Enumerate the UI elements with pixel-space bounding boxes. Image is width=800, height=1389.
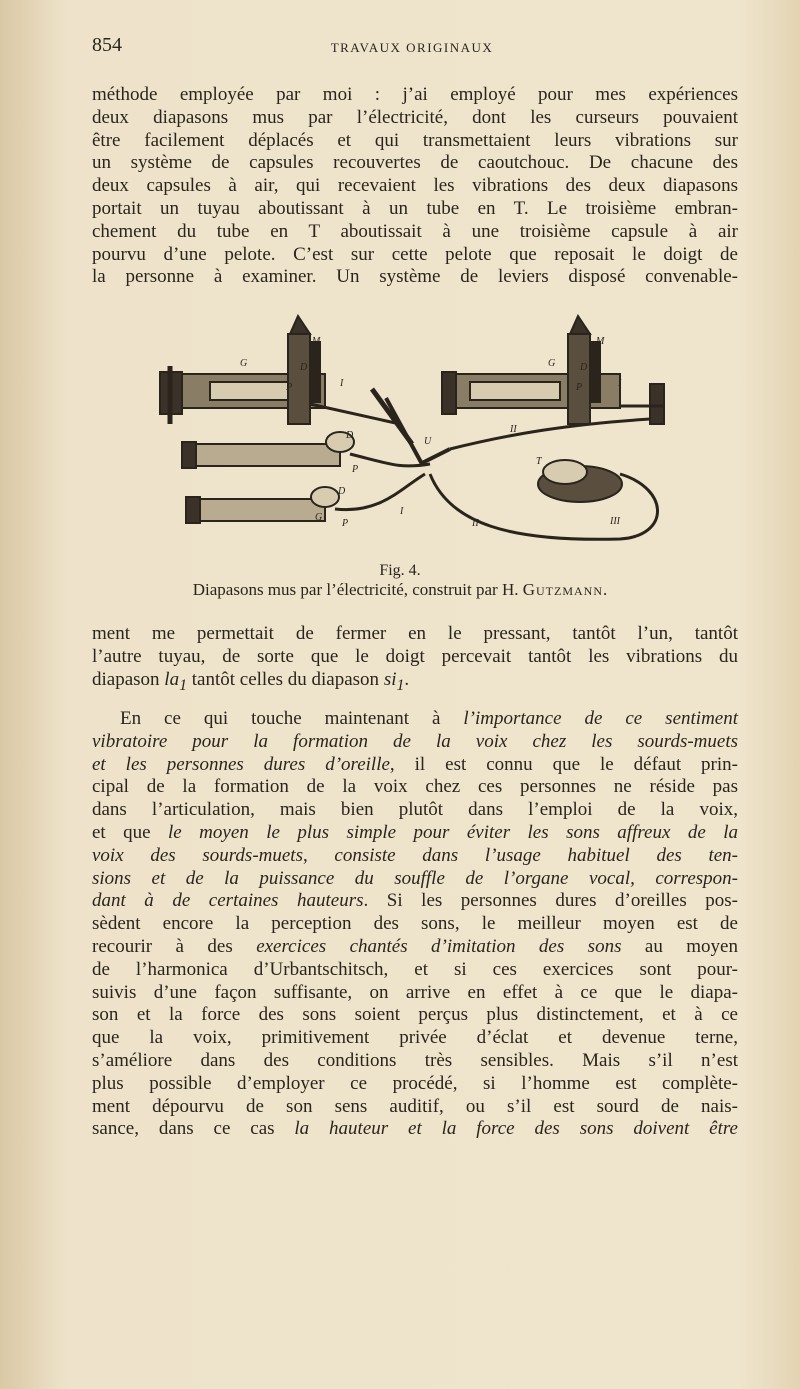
text-line: de l’harmonica d’Urbantschitsch, et si ces exercices sont pour- — [92, 958, 738, 980]
text-run: , — [302, 844, 335, 866]
text-line: plus possible d’employer ce procédé, si l’homme est complète- — [92, 1072, 738, 1094]
figure-label: I — [618, 378, 622, 389]
italic-run: consiste dans l’usage habituel des ten- — [334, 844, 738, 866]
text-line — [92, 936, 738, 959]
text-line: ment dépourvu de son sens auditif, ou s’il est sourd de nais- — [92, 1095, 738, 1117]
figure-label: D — [338, 486, 346, 497]
text-line — [92, 868, 738, 891]
text-line — [92, 754, 738, 777]
page-number: 854 — [92, 34, 122, 56]
note-name: si — [383, 668, 397, 690]
text-line: pourvu d’une pelote. C’est sur cette pelote que reposait le doigt de — [92, 243, 738, 265]
text-line: cipal de la formation de la voix chez ces personnes ne réside pas — [92, 776, 738, 798]
figure-label: D — [300, 362, 308, 373]
figure-label: I — [400, 506, 404, 517]
text-run: , il est connu que le défaut prin- — [389, 753, 738, 775]
text-line — [92, 890, 738, 913]
figure-label: D — [580, 362, 588, 373]
text-line: dans l’articulation, mais bien plutôt dans l’emploi de la voix, — [92, 799, 738, 821]
italic-run: le moyen le plus simple pour éviter les sons affreux de la — [168, 821, 738, 843]
text-line: s’améliore dans des conditions très sensibles. Mais s’il n’est — [92, 1049, 738, 1071]
text-run: . — [404, 668, 410, 690]
text-line: portait un tuyau aboutissant à un tube en T. Le troisième embran- — [92, 197, 738, 219]
italic-run: vibratoire pour la formation de la voix chez les sourds-muets — [92, 730, 738, 752]
paragraph-2 — [92, 623, 738, 697]
italic-run: sions et de la puissance du souffle de l’organe vocal, correspon- — [92, 867, 738, 889]
page-gutter-shade — [0, 0, 70, 1389]
figure-label: U — [424, 436, 432, 447]
figure-label: II — [510, 424, 517, 435]
figure-caption — [0, 580, 800, 600]
text-line: suivis d’une façon suffisante, on arrive en effet à ce que le diapa- — [92, 981, 738, 1003]
paragraph-3 — [92, 708, 738, 1141]
italic-run: la hauteur et la force des sons doivent être — [294, 1118, 738, 1140]
running-head: TRAVAUX ORIGINAUX — [330, 40, 494, 55]
note-name: la — [164, 668, 180, 690]
text-line: son et la force des sons soient perçus plus distinctement, et à ce — [92, 1004, 738, 1026]
figure-label: M — [596, 336, 605, 347]
italic-run: dant à de certaines hauteurs — [92, 890, 364, 912]
italic-run: exercices chantés d’imitation des sons — [256, 935, 622, 957]
paragraph-1 — [92, 84, 738, 289]
caption-end: . — [603, 580, 608, 599]
text-run: diapason — [92, 668, 165, 690]
text-line: chement du tube en T aboutissait à une troisième capsule à air — [92, 220, 738, 242]
text-line: l’autre tuyau, de sorte que le doigt percevait tantôt les vibrations du — [92, 645, 738, 667]
caption-text: Diapasons mus par l’électricité, construit par H. — [192, 580, 523, 599]
figure-label: M — [312, 336, 321, 347]
text-line — [92, 708, 738, 731]
text-line: méthode employée par moi : j’ai employé pour mes expériences — [92, 84, 738, 105]
caption-author: Gutzmann — [522, 580, 603, 599]
text-line — [92, 1118, 738, 1141]
text-line: la personne à examiner. Un système de leviers disposé convenable- — [92, 266, 738, 288]
text-run: sance, dans ce cas — [92, 1118, 295, 1140]
text-run: et que — [92, 821, 169, 843]
text-run: recourir à des — [92, 935, 257, 957]
text-line: ment me permettait de fermer en le pressant, tantôt l’un, tantôt — [92, 623, 738, 644]
note-index: 1 — [179, 676, 187, 694]
text-line — [92, 669, 738, 698]
figure-label: P — [352, 464, 359, 475]
text-line: deux diapasons mus par l’électricité, dont les curseurs pouvaient — [92, 106, 738, 128]
figure-label: P — [342, 518, 349, 529]
text-run: tantôt celles du diapason — [187, 668, 384, 690]
text-line: deux capsules à air, qui recevaient les vibrations des deux diapasons — [92, 175, 738, 197]
figure-label: I — [340, 378, 344, 389]
italic-run: et les personnes dures d’oreille — [92, 753, 390, 775]
italic-run: voix des sourds-muets — [92, 844, 303, 866]
figure-label: D — [346, 430, 354, 441]
text-run: . Si les personnes dures d’oreilles pos- — [363, 890, 739, 912]
figure-label: T — [536, 456, 542, 467]
figure-label: III — [610, 516, 620, 527]
figure-number: Fig. 4. — [379, 562, 421, 579]
figure-label: P — [286, 382, 293, 393]
text-line: un système de capsules recouvertes de caoutchouc. De chacune des — [92, 152, 738, 174]
tuning-fork-apparatus-illustration — [150, 314, 690, 554]
note-si — [383, 668, 405, 694]
text-line: être facilement déplacés et qui transmettaient leurs vibrations sur — [92, 129, 738, 151]
figure-label: G — [240, 358, 248, 369]
text-line: que la voix, primitivement privée d’éclat et devenue terne, — [92, 1027, 738, 1049]
note-index: 1 — [396, 676, 405, 694]
text-line — [92, 822, 738, 845]
figure-label: P — [576, 382, 583, 393]
page-header — [92, 34, 732, 62]
text-line: sèdent encore la perception des sons, le meilleur moyen est de — [92, 913, 738, 935]
figure-label: G — [548, 358, 556, 369]
text-line — [92, 845, 738, 868]
figure-label: G — [315, 512, 323, 523]
text-run: En ce qui touche maintenant à — [120, 708, 464, 729]
text-run: au moyen — [621, 935, 738, 957]
figure-label: II — [472, 518, 479, 529]
italic-run: l’importance de ce sentiment — [463, 708, 738, 729]
text-line — [92, 731, 738, 754]
note-la — [164, 668, 187, 694]
